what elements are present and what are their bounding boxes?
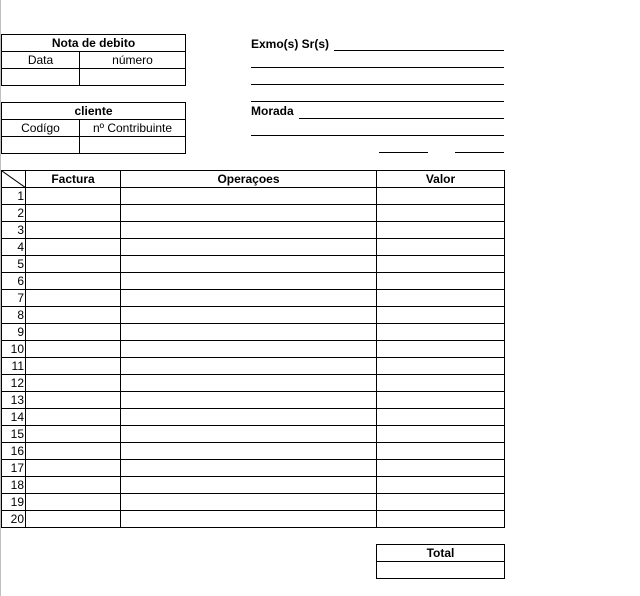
table-row <box>2 290 505 307</box>
operacoes-cell[interactable] <box>121 426 377 443</box>
corner-cell <box>2 171 26 188</box>
total-box <box>376 544 505 579</box>
valor-cell[interactable] <box>377 239 505 256</box>
valor-cell[interactable] <box>377 477 505 494</box>
address-line-4[interactable] <box>251 101 504 102</box>
factura-cell[interactable] <box>26 273 121 290</box>
table-row <box>2 324 505 341</box>
table-row <box>2 256 505 273</box>
operations-table <box>1 170 505 528</box>
exmo-line-1[interactable] <box>334 50 504 51</box>
cliente-title: cliente <box>2 103 186 120</box>
morada-label: Morada <box>251 104 294 118</box>
valor-cell[interactable] <box>377 222 505 239</box>
diagonal-line-icon <box>2 171 26 188</box>
factura-cell[interactable] <box>26 375 121 392</box>
table-row <box>2 511 505 528</box>
table-row <box>2 426 505 443</box>
factura-cell[interactable] <box>26 460 121 477</box>
valor-cell[interactable] <box>377 324 505 341</box>
valor-cell[interactable] <box>377 375 505 392</box>
operacoes-cell[interactable] <box>121 188 377 205</box>
address-line-3[interactable] <box>251 84 504 85</box>
factura-cell[interactable] <box>26 256 121 273</box>
table-row <box>2 341 505 358</box>
address-line-2[interactable] <box>251 67 504 68</box>
table-row <box>2 358 505 375</box>
total-label: Total <box>377 545 505 562</box>
exmo-label: Exmo(s) Sr(s) <box>251 37 330 51</box>
total-value-cell[interactable] <box>377 562 505 579</box>
factura-cell[interactable] <box>26 307 121 324</box>
table-row <box>2 273 505 290</box>
row-number: 10 <box>2 341 26 358</box>
table-row <box>2 494 505 511</box>
morada-line-1[interactable] <box>299 118 504 119</box>
operacoes-cell[interactable] <box>121 392 377 409</box>
row-number: 14 <box>2 409 26 426</box>
operacoes-cell[interactable] <box>121 477 377 494</box>
operacoes-cell[interactable] <box>121 511 377 528</box>
operacoes-cell[interactable] <box>121 290 377 307</box>
row-number: 13 <box>2 392 26 409</box>
valor-header: Valor <box>377 171 505 188</box>
table-row <box>2 409 505 426</box>
contribuinte-label: nº Contribuinte <box>80 120 186 137</box>
factura-cell[interactable] <box>26 222 121 239</box>
valor-cell[interactable] <box>377 392 505 409</box>
valor-cell[interactable] <box>377 188 505 205</box>
valor-cell[interactable] <box>377 273 505 290</box>
factura-cell[interactable] <box>26 511 121 528</box>
nota-de-debito-title: Nota de debito <box>2 35 186 52</box>
valor-cell[interactable] <box>377 426 505 443</box>
table-row <box>2 239 505 256</box>
contribuinte-value-cell[interactable] <box>80 137 186 154</box>
row-number: 15 <box>2 426 26 443</box>
factura-cell[interactable] <box>26 426 121 443</box>
factura-cell[interactable] <box>26 341 121 358</box>
table-header-row <box>2 171 505 188</box>
row-number: 2 <box>2 205 26 222</box>
valor-cell[interactable] <box>377 511 505 528</box>
table-row <box>2 443 505 460</box>
row-number: 9 <box>2 324 26 341</box>
table-row <box>2 460 505 477</box>
row-number: 16 <box>2 443 26 460</box>
numero-label: número <box>80 52 186 69</box>
factura-cell[interactable] <box>26 358 121 375</box>
factura-cell[interactable] <box>26 392 121 409</box>
data-value-cell[interactable] <box>2 69 80 86</box>
valor-cell[interactable] <box>377 494 505 511</box>
factura-cell[interactable] <box>26 443 121 460</box>
table-row <box>2 222 505 239</box>
operacoes-cell[interactable] <box>121 324 377 341</box>
valor-cell[interactable] <box>377 460 505 477</box>
row-number: 4 <box>2 239 26 256</box>
operacoes-header: Operaçoes <box>121 171 377 188</box>
operacoes-cell[interactable] <box>121 256 377 273</box>
row-number: 1 <box>2 188 26 205</box>
operacoes-cell[interactable] <box>121 307 377 324</box>
codigo-label: Codígo <box>2 120 80 137</box>
operacoes-cell[interactable] <box>121 358 377 375</box>
row-number: 6 <box>2 273 26 290</box>
operacoes-cell[interactable] <box>121 239 377 256</box>
row-number: 17 <box>2 460 26 477</box>
factura-cell[interactable] <box>26 477 121 494</box>
operacoes-cell[interactable] <box>121 443 377 460</box>
factura-cell[interactable] <box>26 188 121 205</box>
valor-cell[interactable] <box>377 205 505 222</box>
valor-cell[interactable] <box>377 307 505 324</box>
row-number: 12 <box>2 375 26 392</box>
row-number: 7 <box>2 290 26 307</box>
table-row <box>2 307 505 324</box>
valor-cell[interactable] <box>377 341 505 358</box>
factura-cell[interactable] <box>26 239 121 256</box>
operacoes-cell[interactable] <box>121 494 377 511</box>
row-number: 20 <box>2 511 26 528</box>
operacoes-cell[interactable] <box>121 222 377 239</box>
factura-header: Factura <box>26 171 121 188</box>
table-row <box>2 205 505 222</box>
table-row <box>2 188 505 205</box>
operacoes-cell[interactable] <box>121 409 377 426</box>
row-number: 18 <box>2 477 26 494</box>
factura-cell[interactable] <box>26 494 121 511</box>
table-row <box>2 392 505 409</box>
valor-cell[interactable] <box>377 358 505 375</box>
numero-value-cell[interactable] <box>80 69 186 86</box>
row-number: 5 <box>2 256 26 273</box>
operacoes-cell[interactable] <box>121 375 377 392</box>
operacoes-cell[interactable] <box>121 341 377 358</box>
factura-cell[interactable] <box>26 290 121 307</box>
factura-cell[interactable] <box>26 205 121 222</box>
cliente-box <box>1 102 186 154</box>
valor-cell[interactable] <box>377 409 505 426</box>
row-number: 19 <box>2 494 26 511</box>
row-number: 11 <box>2 358 26 375</box>
operacoes-cell[interactable] <box>121 205 377 222</box>
valor-cell[interactable] <box>377 256 505 273</box>
nota-de-debito-box <box>1 34 186 86</box>
valor-cell[interactable] <box>377 443 505 460</box>
row-number: 8 <box>2 307 26 324</box>
factura-cell[interactable] <box>26 409 121 426</box>
operacoes-cell[interactable] <box>121 460 377 477</box>
valor-cell[interactable] <box>377 290 505 307</box>
factura-cell[interactable] <box>26 324 121 341</box>
row-number: 3 <box>2 222 26 239</box>
postal-code-line-2[interactable] <box>455 152 504 153</box>
data-label: Data <box>2 52 80 69</box>
morada-line-2[interactable] <box>251 135 504 136</box>
postal-code-line-1[interactable] <box>379 152 428 153</box>
table-row <box>2 477 505 494</box>
operacoes-cell[interactable] <box>121 273 377 290</box>
codigo-value-cell[interactable] <box>2 137 80 154</box>
table-row <box>2 375 505 392</box>
